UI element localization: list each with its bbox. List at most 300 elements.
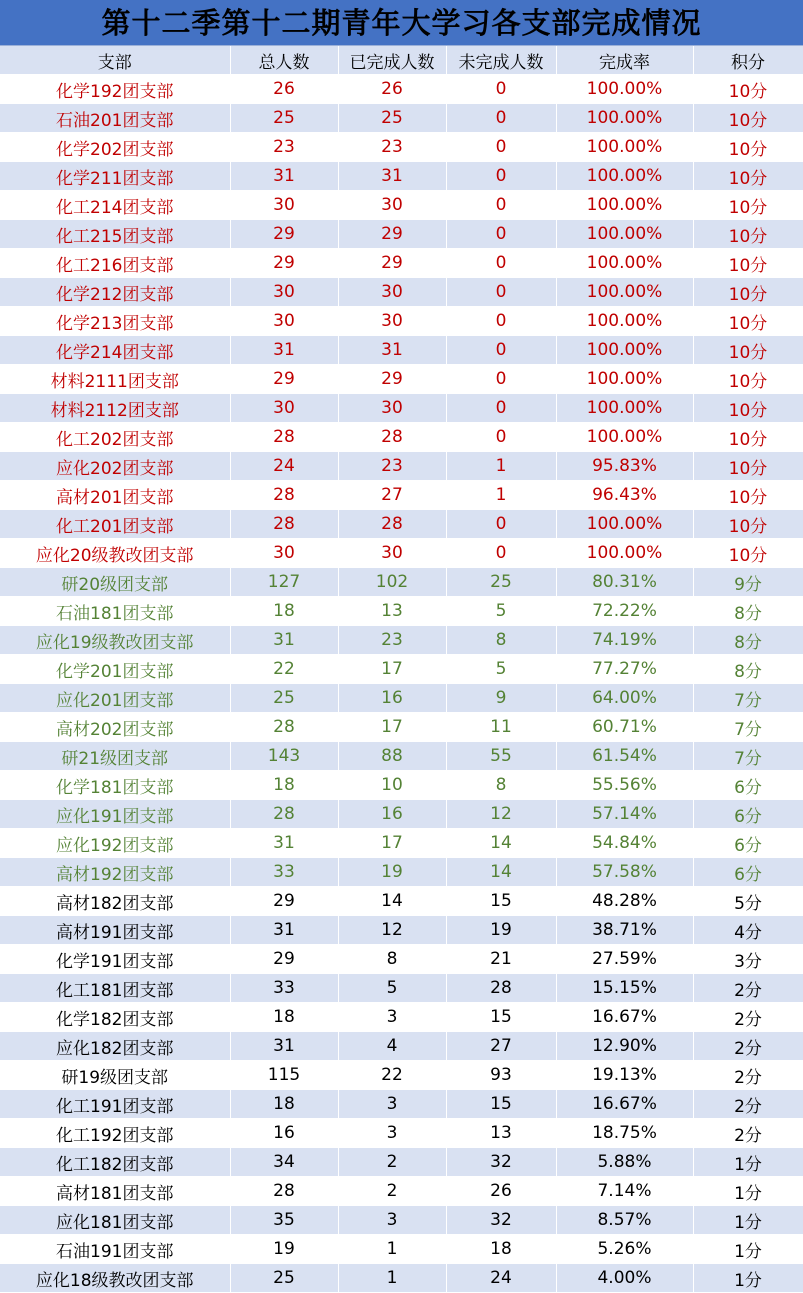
branch-cell: 研21级团支部 bbox=[0, 742, 230, 771]
done-cell: 28 bbox=[338, 510, 446, 539]
rate-cell: 55.56% bbox=[556, 771, 693, 800]
rate-cell: 100.00% bbox=[556, 365, 693, 394]
rate-cell: 12.90% bbox=[556, 1032, 693, 1061]
undone-cell: 19 bbox=[446, 916, 556, 945]
table-row bbox=[0, 626, 803, 655]
table-row bbox=[0, 945, 803, 974]
branch-cell: 应化19级教改团支部 bbox=[0, 626, 230, 655]
header-score: 积分 bbox=[693, 46, 803, 75]
undone-cell: 13 bbox=[446, 1119, 556, 1148]
rate-cell: 15.15% bbox=[556, 974, 693, 1003]
completion-table bbox=[0, 46, 803, 1293]
rate-cell: 100.00% bbox=[556, 423, 693, 452]
total-cell: 29 bbox=[230, 945, 338, 974]
done-cell: 17 bbox=[338, 655, 446, 684]
rate-cell: 96.43% bbox=[556, 481, 693, 510]
score-cell: 10分 bbox=[693, 481, 803, 510]
score-cell: 10分 bbox=[693, 162, 803, 191]
done-cell: 8 bbox=[338, 945, 446, 974]
branch-cell: 化学181团支部 bbox=[0, 771, 230, 800]
branch-cell: 应化192团支部 bbox=[0, 829, 230, 858]
total-cell: 18 bbox=[230, 1090, 338, 1119]
table-row bbox=[0, 1148, 803, 1177]
undone-cell: 27 bbox=[446, 1032, 556, 1061]
score-cell: 10分 bbox=[693, 278, 803, 307]
branch-cell: 化学212团支部 bbox=[0, 278, 230, 307]
branch-cell: 化工191团支部 bbox=[0, 1090, 230, 1119]
rate-cell: 100.00% bbox=[556, 191, 693, 220]
branch-cell: 高材191团支部 bbox=[0, 916, 230, 945]
done-cell: 16 bbox=[338, 684, 446, 713]
branch-cell: 化工214团支部 bbox=[0, 191, 230, 220]
branch-cell: 研19级团支部 bbox=[0, 1061, 230, 1090]
rate-cell: 95.83% bbox=[556, 452, 693, 481]
rate-cell: 100.00% bbox=[556, 249, 693, 278]
table-row bbox=[0, 771, 803, 800]
score-cell: 1分 bbox=[693, 1235, 803, 1264]
total-cell: 30 bbox=[230, 191, 338, 220]
total-cell: 31 bbox=[230, 162, 338, 191]
done-cell: 31 bbox=[338, 162, 446, 191]
done-cell: 3 bbox=[338, 1119, 446, 1148]
rate-cell: 16.67% bbox=[556, 1003, 693, 1032]
done-cell: 3 bbox=[338, 1206, 446, 1235]
total-cell: 31 bbox=[230, 626, 338, 655]
done-cell: 26 bbox=[338, 75, 446, 104]
total-cell: 24 bbox=[230, 452, 338, 481]
table-row bbox=[0, 742, 803, 771]
total-cell: 19 bbox=[230, 1235, 338, 1264]
undone-cell: 28 bbox=[446, 974, 556, 1003]
branch-cell: 化学191团支部 bbox=[0, 945, 230, 974]
score-cell: 7分 bbox=[693, 742, 803, 771]
total-cell: 29 bbox=[230, 365, 338, 394]
table-row bbox=[0, 307, 803, 336]
table-row bbox=[0, 1032, 803, 1061]
table-row bbox=[0, 655, 803, 684]
undone-cell: 8 bbox=[446, 626, 556, 655]
score-cell: 10分 bbox=[693, 394, 803, 423]
done-cell: 13 bbox=[338, 597, 446, 626]
score-cell: 6分 bbox=[693, 829, 803, 858]
total-cell: 29 bbox=[230, 249, 338, 278]
score-cell: 6分 bbox=[693, 771, 803, 800]
done-cell: 29 bbox=[338, 365, 446, 394]
score-cell: 2分 bbox=[693, 1090, 803, 1119]
branch-cell: 应化201团支部 bbox=[0, 684, 230, 713]
branch-cell: 石油201团支部 bbox=[0, 104, 230, 133]
total-cell: 18 bbox=[230, 597, 338, 626]
table-row bbox=[0, 452, 803, 481]
branch-cell: 应化18级教改团支部 bbox=[0, 1264, 230, 1293]
header-undone: 未完成人数 bbox=[446, 46, 556, 75]
done-cell: 2 bbox=[338, 1148, 446, 1177]
branch-cell: 应化202团支部 bbox=[0, 452, 230, 481]
score-cell: 4分 bbox=[693, 916, 803, 945]
table-row bbox=[0, 684, 803, 713]
branch-cell: 化工216团支部 bbox=[0, 249, 230, 278]
total-cell: 31 bbox=[230, 829, 338, 858]
table-row bbox=[0, 249, 803, 278]
undone-cell: 0 bbox=[446, 278, 556, 307]
undone-cell: 26 bbox=[446, 1177, 556, 1206]
score-cell: 1分 bbox=[693, 1264, 803, 1293]
score-cell: 3分 bbox=[693, 945, 803, 974]
table-row bbox=[0, 800, 803, 829]
undone-cell: 25 bbox=[446, 568, 556, 597]
rate-cell: 100.00% bbox=[556, 394, 693, 423]
score-cell: 10分 bbox=[693, 365, 803, 394]
total-cell: 18 bbox=[230, 1003, 338, 1032]
undone-cell: 55 bbox=[446, 742, 556, 771]
score-cell: 10分 bbox=[693, 336, 803, 365]
total-cell: 30 bbox=[230, 394, 338, 423]
branch-cell: 应化20级教改团支部 bbox=[0, 539, 230, 568]
table-row bbox=[0, 75, 803, 104]
score-cell: 6分 bbox=[693, 858, 803, 887]
header-total: 总人数 bbox=[230, 46, 338, 75]
branch-cell: 化工181团支部 bbox=[0, 974, 230, 1003]
undone-cell: 0 bbox=[446, 133, 556, 162]
total-cell: 143 bbox=[230, 742, 338, 771]
branch-cell: 化学182团支部 bbox=[0, 1003, 230, 1032]
done-cell: 1 bbox=[338, 1235, 446, 1264]
branch-cell: 应化181团支部 bbox=[0, 1206, 230, 1235]
branch-cell: 化学202团支部 bbox=[0, 133, 230, 162]
done-cell: 31 bbox=[338, 336, 446, 365]
score-cell: 10分 bbox=[693, 191, 803, 220]
rate-cell: 100.00% bbox=[556, 104, 693, 133]
undone-cell: 0 bbox=[446, 394, 556, 423]
rate-cell: 80.31% bbox=[556, 568, 693, 597]
branch-cell: 高材192团支部 bbox=[0, 858, 230, 887]
total-cell: 25 bbox=[230, 104, 338, 133]
score-cell: 9分 bbox=[693, 568, 803, 597]
done-cell: 10 bbox=[338, 771, 446, 800]
undone-cell: 15 bbox=[446, 887, 556, 916]
rate-cell: 100.00% bbox=[556, 510, 693, 539]
undone-cell: 24 bbox=[446, 1264, 556, 1293]
table-row bbox=[0, 1061, 803, 1090]
done-cell: 30 bbox=[338, 539, 446, 568]
table-row bbox=[0, 539, 803, 568]
rate-cell: 100.00% bbox=[556, 162, 693, 191]
total-cell: 33 bbox=[230, 974, 338, 1003]
total-cell: 28 bbox=[230, 423, 338, 452]
rate-cell: 8.57% bbox=[556, 1206, 693, 1235]
undone-cell: 8 bbox=[446, 771, 556, 800]
total-cell: 115 bbox=[230, 1061, 338, 1090]
total-cell: 31 bbox=[230, 916, 338, 945]
done-cell: 3 bbox=[338, 1090, 446, 1119]
total-cell: 28 bbox=[230, 713, 338, 742]
done-cell: 16 bbox=[338, 800, 446, 829]
done-cell: 3 bbox=[338, 1003, 446, 1032]
undone-cell: 12 bbox=[446, 800, 556, 829]
branch-cell: 化工215团支部 bbox=[0, 220, 230, 249]
undone-cell: 11 bbox=[446, 713, 556, 742]
rate-cell: 74.19% bbox=[556, 626, 693, 655]
branch-cell: 材料2111团支部 bbox=[0, 365, 230, 394]
table-row bbox=[0, 481, 803, 510]
done-cell: 28 bbox=[338, 423, 446, 452]
score-cell: 1分 bbox=[693, 1206, 803, 1235]
done-cell: 12 bbox=[338, 916, 446, 945]
table-row bbox=[0, 974, 803, 1003]
total-cell: 35 bbox=[230, 1206, 338, 1235]
branch-cell: 高材182团支部 bbox=[0, 887, 230, 916]
score-cell: 10分 bbox=[693, 220, 803, 249]
score-cell: 5分 bbox=[693, 887, 803, 916]
undone-cell: 15 bbox=[446, 1090, 556, 1119]
score-cell: 10分 bbox=[693, 510, 803, 539]
score-cell: 7分 bbox=[693, 713, 803, 742]
done-cell: 1 bbox=[338, 1264, 446, 1293]
rate-cell: 54.84% bbox=[556, 829, 693, 858]
rate-cell: 27.59% bbox=[556, 945, 693, 974]
undone-cell: 0 bbox=[446, 539, 556, 568]
table-row bbox=[0, 220, 803, 249]
done-cell: 23 bbox=[338, 626, 446, 655]
table-row bbox=[0, 858, 803, 887]
done-cell: 23 bbox=[338, 133, 446, 162]
rate-cell: 5.88% bbox=[556, 1148, 693, 1177]
table-row bbox=[0, 1119, 803, 1148]
score-cell: 6分 bbox=[693, 800, 803, 829]
score-cell: 10分 bbox=[693, 423, 803, 452]
total-cell: 30 bbox=[230, 278, 338, 307]
table-row bbox=[0, 278, 803, 307]
score-cell: 2分 bbox=[693, 1003, 803, 1032]
undone-cell: 0 bbox=[446, 162, 556, 191]
rate-cell: 100.00% bbox=[556, 220, 693, 249]
rate-cell: 100.00% bbox=[556, 539, 693, 568]
done-cell: 5 bbox=[338, 974, 446, 1003]
done-cell: 30 bbox=[338, 278, 446, 307]
undone-cell: 0 bbox=[446, 336, 556, 365]
score-cell: 2分 bbox=[693, 1061, 803, 1090]
score-cell: 10分 bbox=[693, 249, 803, 278]
sheet-title: 第十二季第十二期青年大学习各支部完成情况 bbox=[0, 0, 803, 46]
branch-cell: 高材201团支部 bbox=[0, 481, 230, 510]
total-cell: 16 bbox=[230, 1119, 338, 1148]
undone-cell: 9 bbox=[446, 684, 556, 713]
score-cell: 2分 bbox=[693, 1032, 803, 1061]
branch-cell: 化工192团支部 bbox=[0, 1119, 230, 1148]
branch-cell: 化学213团支部 bbox=[0, 307, 230, 336]
done-cell: 102 bbox=[338, 568, 446, 597]
table-row bbox=[0, 365, 803, 394]
header-done: 已完成人数 bbox=[338, 46, 446, 75]
undone-cell: 32 bbox=[446, 1206, 556, 1235]
score-cell: 2分 bbox=[693, 1119, 803, 1148]
rate-cell: 100.00% bbox=[556, 336, 693, 365]
rate-cell: 77.27% bbox=[556, 655, 693, 684]
score-cell: 10分 bbox=[693, 75, 803, 104]
table-row bbox=[0, 713, 803, 742]
undone-cell: 14 bbox=[446, 829, 556, 858]
done-cell: 2 bbox=[338, 1177, 446, 1206]
table-row bbox=[0, 829, 803, 858]
branch-cell: 化工202团支部 bbox=[0, 423, 230, 452]
rate-cell: 60.71% bbox=[556, 713, 693, 742]
table-row bbox=[0, 1206, 803, 1235]
branch-cell: 高材181团支部 bbox=[0, 1177, 230, 1206]
rate-cell: 100.00% bbox=[556, 307, 693, 336]
done-cell: 23 bbox=[338, 452, 446, 481]
rate-cell: 61.54% bbox=[556, 742, 693, 771]
branch-cell: 石油191团支部 bbox=[0, 1235, 230, 1264]
undone-cell: 18 bbox=[446, 1235, 556, 1264]
total-cell: 28 bbox=[230, 481, 338, 510]
done-cell: 30 bbox=[338, 191, 446, 220]
score-cell: 1分 bbox=[693, 1148, 803, 1177]
table-row bbox=[0, 423, 803, 452]
branch-cell: 化学201团支部 bbox=[0, 655, 230, 684]
total-cell: 28 bbox=[230, 1177, 338, 1206]
total-cell: 34 bbox=[230, 1148, 338, 1177]
total-cell: 22 bbox=[230, 655, 338, 684]
total-cell: 26 bbox=[230, 75, 338, 104]
table-row bbox=[0, 1090, 803, 1119]
table-row bbox=[0, 1177, 803, 1206]
branch-cell: 应化182团支部 bbox=[0, 1032, 230, 1061]
done-cell: 25 bbox=[338, 104, 446, 133]
total-cell: 31 bbox=[230, 336, 338, 365]
total-cell: 25 bbox=[230, 684, 338, 713]
rate-cell: 72.22% bbox=[556, 597, 693, 626]
branch-cell: 化学211团支部 bbox=[0, 162, 230, 191]
table-row bbox=[0, 510, 803, 539]
rate-cell: 48.28% bbox=[556, 887, 693, 916]
done-cell: 30 bbox=[338, 394, 446, 423]
undone-cell: 32 bbox=[446, 1148, 556, 1177]
rate-cell: 38.71% bbox=[556, 916, 693, 945]
rate-cell: 16.67% bbox=[556, 1090, 693, 1119]
undone-cell: 0 bbox=[446, 104, 556, 133]
table-row bbox=[0, 597, 803, 626]
total-cell: 30 bbox=[230, 539, 338, 568]
score-cell: 7分 bbox=[693, 684, 803, 713]
undone-cell: 0 bbox=[446, 220, 556, 249]
undone-cell: 21 bbox=[446, 945, 556, 974]
undone-cell: 0 bbox=[446, 307, 556, 336]
total-cell: 30 bbox=[230, 307, 338, 336]
score-cell: 10分 bbox=[693, 539, 803, 568]
table-row bbox=[0, 887, 803, 916]
rate-cell: 100.00% bbox=[556, 75, 693, 104]
done-cell: 30 bbox=[338, 307, 446, 336]
done-cell: 88 bbox=[338, 742, 446, 771]
branch-cell: 化学192团支部 bbox=[0, 75, 230, 104]
header-branch: 支部 bbox=[0, 46, 230, 75]
branch-cell: 石油181团支部 bbox=[0, 597, 230, 626]
undone-cell: 5 bbox=[446, 655, 556, 684]
rate-cell: 57.58% bbox=[556, 858, 693, 887]
score-cell: 8分 bbox=[693, 655, 803, 684]
done-cell: 27 bbox=[338, 481, 446, 510]
rate-cell: 4.00% bbox=[556, 1264, 693, 1293]
table-row bbox=[0, 162, 803, 191]
done-cell: 4 bbox=[338, 1032, 446, 1061]
done-cell: 14 bbox=[338, 887, 446, 916]
undone-cell: 0 bbox=[446, 249, 556, 278]
rate-cell: 100.00% bbox=[556, 278, 693, 307]
total-cell: 28 bbox=[230, 800, 338, 829]
branch-cell: 材料2112团支部 bbox=[0, 394, 230, 423]
total-cell: 33 bbox=[230, 858, 338, 887]
undone-cell: 1 bbox=[446, 452, 556, 481]
table-row bbox=[0, 394, 803, 423]
score-cell: 10分 bbox=[693, 307, 803, 336]
undone-cell: 0 bbox=[446, 75, 556, 104]
total-cell: 25 bbox=[230, 1264, 338, 1293]
undone-cell: 0 bbox=[446, 423, 556, 452]
table-row bbox=[0, 1003, 803, 1032]
total-cell: 31 bbox=[230, 1032, 338, 1061]
table-row bbox=[0, 336, 803, 365]
total-cell: 23 bbox=[230, 133, 338, 162]
total-cell: 29 bbox=[230, 220, 338, 249]
header-row bbox=[0, 46, 803, 75]
score-cell: 8分 bbox=[693, 626, 803, 655]
undone-cell: 93 bbox=[446, 1061, 556, 1090]
undone-cell: 15 bbox=[446, 1003, 556, 1032]
table-row bbox=[0, 568, 803, 597]
branch-cell: 应化191团支部 bbox=[0, 800, 230, 829]
table-body bbox=[0, 75, 803, 1293]
rate-cell: 18.75% bbox=[556, 1119, 693, 1148]
undone-cell: 1 bbox=[446, 481, 556, 510]
score-cell: 10分 bbox=[693, 104, 803, 133]
score-cell: 10分 bbox=[693, 452, 803, 481]
table-row bbox=[0, 916, 803, 945]
header-rate: 完成率 bbox=[556, 46, 693, 75]
total-cell: 127 bbox=[230, 568, 338, 597]
branch-cell: 高材202团支部 bbox=[0, 713, 230, 742]
table-row bbox=[0, 133, 803, 162]
branch-cell: 研20级团支部 bbox=[0, 568, 230, 597]
table-row bbox=[0, 1264, 803, 1293]
rate-cell: 7.14% bbox=[556, 1177, 693, 1206]
undone-cell: 0 bbox=[446, 365, 556, 394]
done-cell: 29 bbox=[338, 220, 446, 249]
score-cell: 1分 bbox=[693, 1177, 803, 1206]
branch-cell: 化学214团支部 bbox=[0, 336, 230, 365]
rate-cell: 19.13% bbox=[556, 1061, 693, 1090]
done-cell: 17 bbox=[338, 713, 446, 742]
total-cell: 18 bbox=[230, 771, 338, 800]
score-cell: 8分 bbox=[693, 597, 803, 626]
table-row bbox=[0, 1235, 803, 1264]
rate-cell: 64.00% bbox=[556, 684, 693, 713]
undone-cell: 14 bbox=[446, 858, 556, 887]
done-cell: 22 bbox=[338, 1061, 446, 1090]
rate-cell: 57.14% bbox=[556, 800, 693, 829]
done-cell: 19 bbox=[338, 858, 446, 887]
undone-cell: 5 bbox=[446, 597, 556, 626]
table-row bbox=[0, 191, 803, 220]
undone-cell: 0 bbox=[446, 191, 556, 220]
rate-cell: 100.00% bbox=[556, 133, 693, 162]
undone-cell: 0 bbox=[446, 510, 556, 539]
done-cell: 17 bbox=[338, 829, 446, 858]
total-cell: 29 bbox=[230, 887, 338, 916]
rate-cell: 5.26% bbox=[556, 1235, 693, 1264]
score-cell: 10分 bbox=[693, 133, 803, 162]
table-row bbox=[0, 104, 803, 133]
done-cell: 29 bbox=[338, 249, 446, 278]
